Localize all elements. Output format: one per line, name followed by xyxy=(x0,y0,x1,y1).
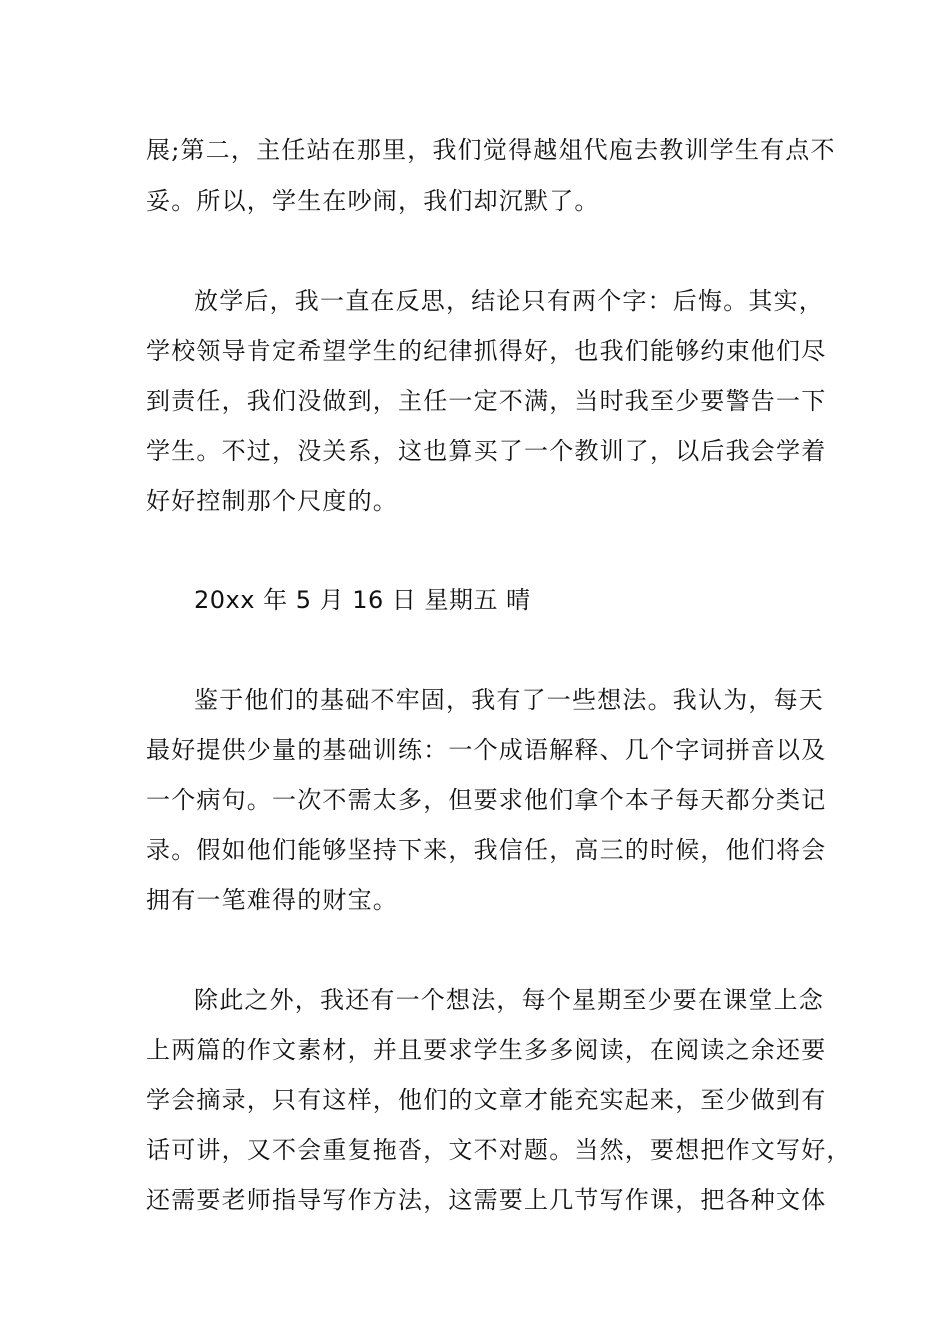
paragraph-line: 好好控制那个尺度的。 xyxy=(146,487,398,515)
paragraph-line: 话可讲，又不会重复拖沓，文不对题。当然，要想把作文写好， xyxy=(146,1136,852,1164)
paragraph-line: 学校领导肯定希望学生的纪律抓得好，也我们能够约束他们尽 xyxy=(146,337,827,365)
paragraph-line: 鉴于他们的基础不牢固，我有了一些想法。我认为，每天 xyxy=(194,686,824,714)
paragraph-line: 录。假如他们能够坚持下来，我信任，高三的时候，他们将会 xyxy=(146,836,827,864)
paragraph-line: 到责任，我们没做到，主任一定不满，当时我至少要警告一下 xyxy=(146,387,827,415)
paragraph-line: 学生。不过，没关系，这也算买了一个教训了，以后我会学着 xyxy=(146,437,827,465)
paragraph-line: 妥。所以，学生在吵闹，我们却沉默了。 xyxy=(146,187,600,215)
diary-date-heading: 20xx 年 5 月 16 日 星期五 晴 xyxy=(194,586,531,614)
paragraph-line: 放学后，我一直在反思，结论只有两个字：后悔。其实， xyxy=(194,287,824,315)
paragraph-line: 除此之外，我还有一个想法，每个星期至少要在课堂上念 xyxy=(194,986,824,1014)
paragraph-line: 学会摘录，只有这样，他们的文章才能充实起来，至少做到有 xyxy=(146,1086,827,1114)
paragraph-line: 展;第二，主任站在那里，我们觉得越俎代庖去教训学生有点不 xyxy=(146,136,836,164)
paragraph-line: 拥有一笔难得的财宝。 xyxy=(146,886,398,914)
paragraph-line: 还需要老师指导写作方法，这需要上几节写作课，把各种文体 xyxy=(146,1186,827,1214)
paragraph-line: 一个病句。一次不需太多，但要求他们拿个本子每天都分类记 xyxy=(146,786,827,814)
paragraph-line: 最好提供少量的基础训练：一个成语解释、几个字词拼音以及 xyxy=(146,736,827,764)
paragraph-line: 上两篇的作文素材，并且要求学生多多阅读，在阅读之余还要 xyxy=(146,1036,827,1064)
